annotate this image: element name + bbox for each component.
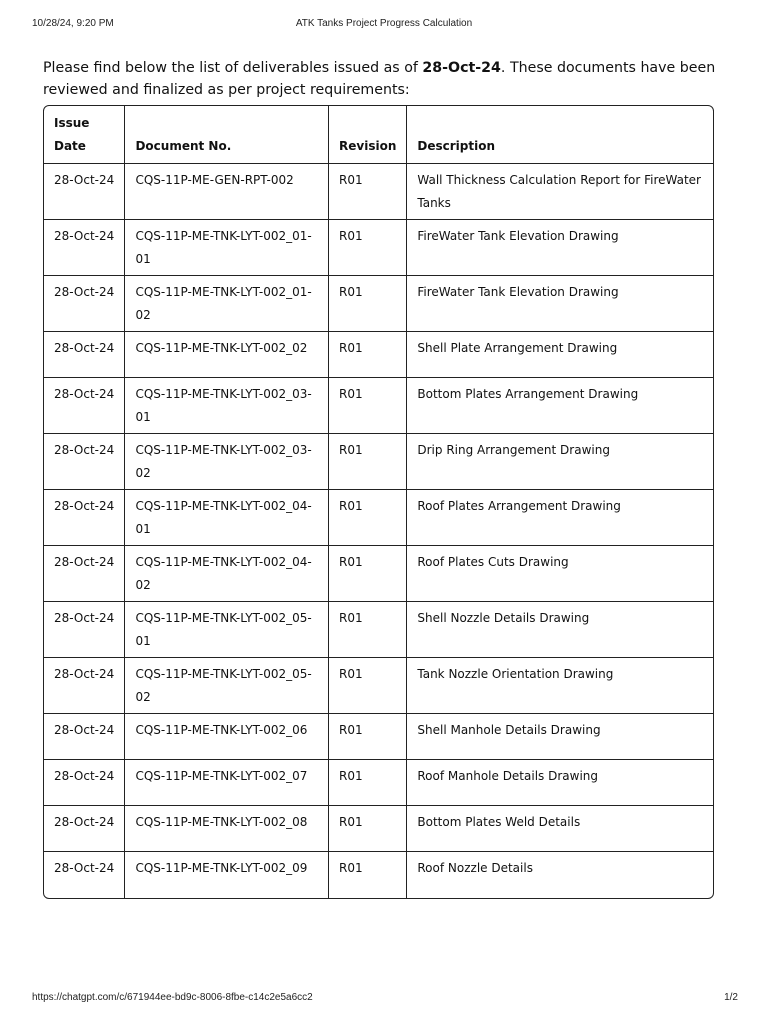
- cell-issue-date: 28-Oct-24: [44, 852, 125, 898]
- cell-issue-date: 28-Oct-24: [44, 332, 125, 378]
- cell-document-no: CQS-11P-ME-GEN-RPT-002: [125, 164, 329, 220]
- cell-description: FireWater Tank Elevation Drawing: [407, 276, 713, 332]
- header-description: Description: [407, 106, 713, 164]
- cell-description: Bottom Plates Arrangement Drawing: [407, 378, 713, 434]
- cell-issue-date: 28-Oct-24: [44, 378, 125, 434]
- cell-issue-date: 28-Oct-24: [44, 220, 125, 276]
- cell-revision: R01: [329, 434, 407, 490]
- intro-date: 28-Oct-24: [422, 60, 501, 76]
- cell-description: Bottom Plates Weld Details: [407, 806, 713, 852]
- cell-revision: R01: [329, 714, 407, 760]
- cell-issue-date: 28-Oct-24: [44, 490, 125, 546]
- cell-revision: R01: [329, 490, 407, 546]
- cell-document-no: CQS-11P-ME-TNK-LYT-002_01-02: [125, 276, 329, 332]
- cell-revision: R01: [329, 546, 407, 602]
- table-row: [44, 806, 713, 852]
- table-row: [44, 760, 713, 806]
- cell-issue-date: 28-Oct-24: [44, 658, 125, 714]
- table-body: [44, 164, 713, 898]
- cell-revision: R01: [329, 602, 407, 658]
- cell-issue-date: 28-Oct-24: [44, 714, 125, 760]
- cell-document-no: CQS-11P-ME-TNK-LYT-002_04-01: [125, 490, 329, 546]
- cell-document-no: CQS-11P-ME-TNK-LYT-002_08: [125, 806, 329, 852]
- cell-document-no: CQS-11P-ME-TNK-LYT-002_07: [125, 760, 329, 806]
- cell-document-no: CQS-11P-ME-TNK-LYT-002_04-02: [125, 546, 329, 602]
- cell-document-no: CQS-11P-ME-TNK-LYT-002_06: [125, 714, 329, 760]
- page-url: https://chatgpt.com/c/671944ee-bd9c-8006-8fbe-c14c2e5a6cc2: [32, 992, 313, 1003]
- cell-issue-date: 28-Oct-24: [44, 602, 125, 658]
- table-row: [44, 546, 713, 602]
- cell-document-no: CQS-11P-ME-TNK-LYT-002_03-01: [125, 378, 329, 434]
- cell-issue-date: 28-Oct-24: [44, 164, 125, 220]
- cell-revision: R01: [329, 806, 407, 852]
- intro-text-after: . These documents have been reviewed and finalized as per project requirements:: [43, 60, 716, 98]
- table-row: [44, 658, 713, 714]
- cell-revision: R01: [329, 760, 407, 806]
- table-row: [44, 434, 713, 490]
- intro-text-before: Please find below the list of deliverables issued as of: [43, 60, 423, 76]
- cell-document-no: CQS-11P-ME-TNK-LYT-002_03-02: [125, 434, 329, 490]
- header-document-no: Document No.: [125, 106, 329, 164]
- table-row: [44, 220, 713, 276]
- cell-document-no: CQS-11P-ME-TNK-LYT-002_05-02: [125, 658, 329, 714]
- table-header-row: [44, 106, 713, 164]
- cell-revision: R01: [329, 378, 407, 434]
- cell-revision: R01: [329, 852, 407, 898]
- cell-description: Roof Manhole Details Drawing: [407, 760, 713, 806]
- cell-revision: R01: [329, 332, 407, 378]
- cell-issue-date: 28-Oct-24: [44, 434, 125, 490]
- header-revision: Revision: [329, 106, 407, 164]
- cell-description: Roof Nozzle Details: [417, 861, 533, 875]
- table-row: [44, 602, 713, 658]
- cell-issue-date: 28-Oct-24: [44, 760, 125, 806]
- cell-description: Shell Nozzle Details Drawing: [407, 602, 713, 658]
- cell-document-no: CQS-11P-ME-TNK-LYT-002_05-01: [125, 602, 329, 658]
- cell-description: Roof Plates Cuts Drawing: [407, 546, 713, 602]
- cell-document-no: CQS-11P-ME-TNK-LYT-002_01-01: [125, 220, 329, 276]
- cell-description: Wall Thickness Calculation Report for FireWater Tanks: [407, 164, 713, 220]
- cell-description: Shell Manhole Details Drawing: [407, 714, 713, 760]
- cell-document-no: CQS-11P-ME-TNK-LYT-002_09: [125, 852, 329, 898]
- table-row: [44, 714, 713, 760]
- cell-description: Drip Ring Arrangement Drawing: [407, 434, 713, 490]
- cell-description: FireWater Tank Elevation Drawing: [407, 220, 713, 276]
- table-row: [44, 852, 713, 898]
- print-title: ATK Tanks Project Progress Calculation: [295, 18, 473, 29]
- cell-revision: R01: [329, 658, 407, 714]
- table-row: [44, 490, 713, 546]
- cell-revision: R01: [329, 220, 407, 276]
- cell-revision: R01: [329, 276, 407, 332]
- cell-description: Roof Plates Arrangement Drawing: [407, 490, 713, 546]
- header-issue-date: Issue Date: [44, 106, 125, 164]
- print-header: [0, 18, 768, 32]
- cell-description: Tank Nozzle Orientation Drawing: [407, 658, 713, 714]
- intro-paragraph: [43, 57, 733, 101]
- print-footer: [0, 992, 768, 1006]
- page-number: 1/2: [724, 992, 738, 1003]
- cell-document-no: CQS-11P-ME-TNK-LYT-002_02: [125, 332, 329, 378]
- table-row: [44, 332, 713, 378]
- table-row: [44, 378, 713, 434]
- deliverables-table: [43, 105, 714, 899]
- table-row: [44, 164, 713, 220]
- cell-issue-date: 28-Oct-24: [44, 276, 125, 332]
- cell-revision: R01: [329, 164, 407, 220]
- table-row: [44, 276, 713, 332]
- print-datetime: 10/28/24, 9:20 PM: [32, 18, 114, 29]
- cell-issue-date: 28-Oct-24: [44, 546, 125, 602]
- cell-description: Shell Plate Arrangement Drawing: [407, 332, 713, 378]
- cell-issue-date: 28-Oct-24: [44, 806, 125, 852]
